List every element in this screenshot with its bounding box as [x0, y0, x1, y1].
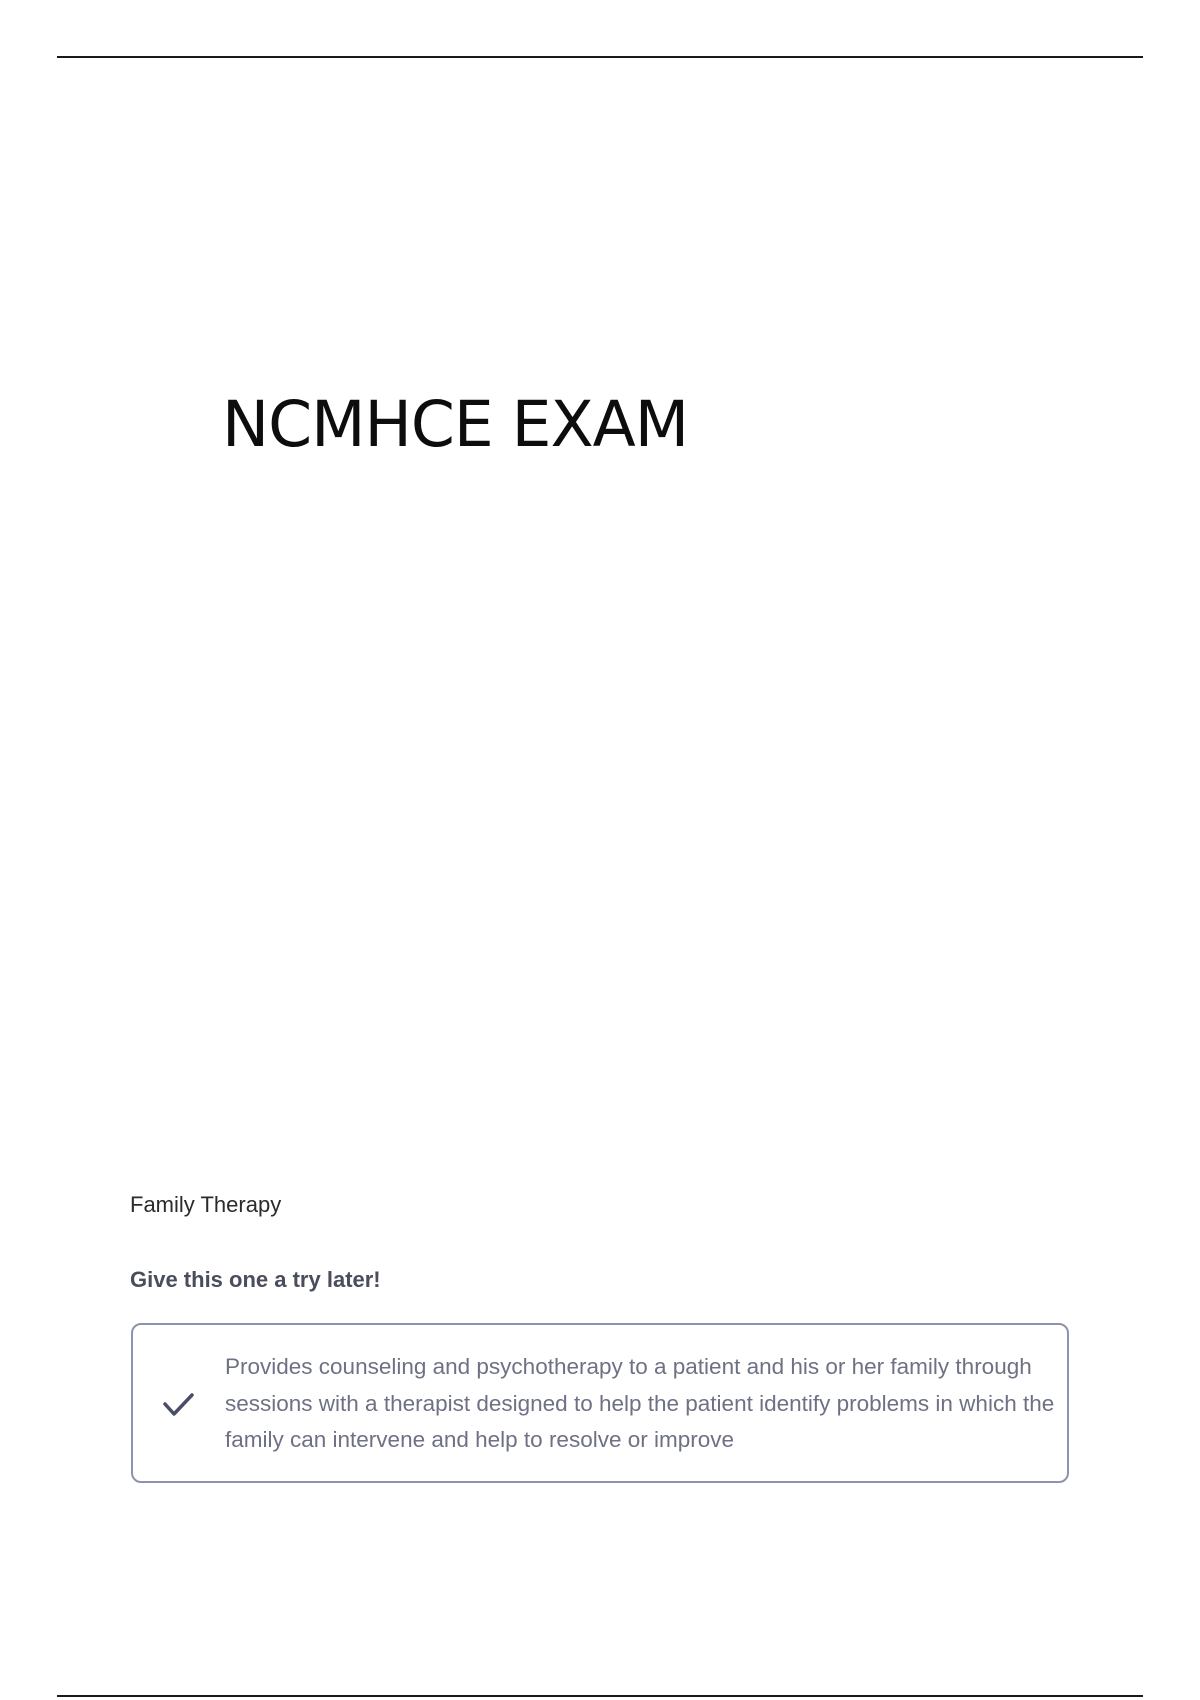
flashcard-term: Family Therapy — [130, 1192, 282, 1217]
flashcard-hint: Give this one a try later! — [130, 1267, 381, 1292]
answer-card[interactable] — [131, 1323, 1069, 1483]
bottom-rule — [57, 1695, 1143, 1697]
answer-text: Provides counseling and psychotherapy to a patient and his or her family through sessions with a therapist designed to help the patient identify problems in which the family can intervene and help to resolve or improve — [225, 1354, 1055, 1452]
document-title: NCMHCE EXAM — [222, 388, 689, 461]
check-icon — [161, 1387, 195, 1421]
top-rule — [57, 56, 1143, 58]
